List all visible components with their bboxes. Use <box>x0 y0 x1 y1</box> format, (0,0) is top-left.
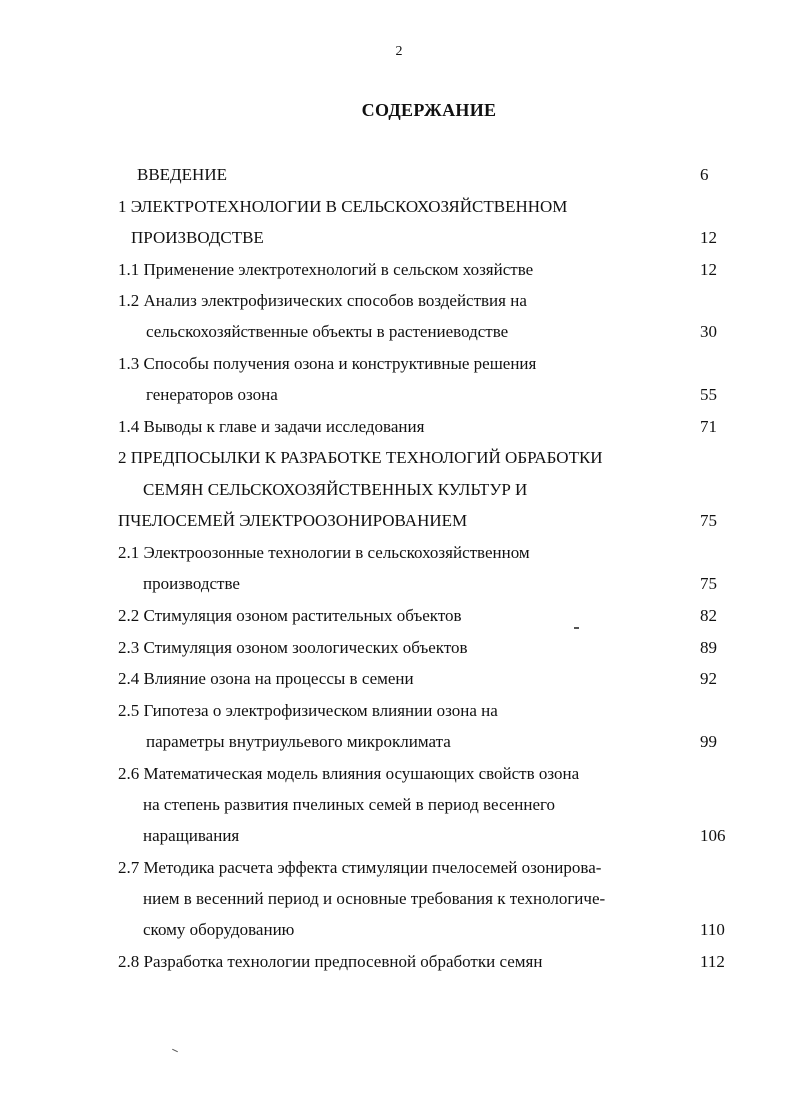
toc-entry-1-2-line2: сельскохозяйственные объекты в растениеводстве <box>146 322 509 341</box>
toc-entry-2-7-line1: 2.7 Методика расчета эффекта стимуляции пчелосемей озонирова- <box>118 858 602 877</box>
toc-page-2-8: 112 <box>700 952 725 971</box>
toc-entry-2-6-line1: 2.6 Математическая модель влияния осушающих свойств озона <box>118 764 580 783</box>
toc-entry-2-4: 2.4 Влияние озона на процессы в семени <box>118 669 414 688</box>
toc-entry-intro: ВВЕДЕНИЕ <box>137 165 227 184</box>
toc-page-1-1: 12 <box>700 260 717 279</box>
toc-page-2-5: 99 <box>700 732 717 751</box>
toc-entry-2-2: 2.2 Стимуляция озоном растительных объектов <box>118 606 462 625</box>
toc-entry-ch2-line3: ПЧЕЛОСЕМЕЙ ЭЛЕКТРООЗОНИРОВАНИЕМ <box>118 511 468 530</box>
toc-page-1-2: 30 <box>700 322 717 341</box>
toc-entry-2-1-line1: 2.1 Электроозонные технологии в сельскохозяйственном <box>118 543 530 562</box>
toc-page-2-3: 89 <box>700 638 717 657</box>
toc-page-intro: 6 <box>700 165 709 184</box>
toc-entry-ch1-line1: 1 ЭЛЕКТРОТЕХНОЛОГИИ В СЕЛЬСКОХОЗЯЙСТВЕННОМ <box>118 197 568 216</box>
toc-entry-1-2-line1: 1.2 Анализ электрофизических способов воздействия на <box>118 291 527 310</box>
toc-page-2-2: 82 <box>700 606 717 625</box>
toc-entry-ch2-line2: СЕМЯН СЕЛЬСКОХОЗЯЙСТВЕННЫХ КУЛЬТУР И <box>143 480 528 499</box>
toc-entry-2-7-line3: скому оборудованию <box>143 920 295 939</box>
toc-page-2-7: 110 <box>700 920 725 939</box>
toc-entry-2-8: 2.8 Разработка технологии предпосевной обработки семян <box>118 952 543 971</box>
toc-page-ch2: 75 <box>700 511 717 530</box>
toc-entry-2-5-line2: параметры внутриульевого микроклимата <box>146 732 451 751</box>
page-number: 2 <box>395 44 403 59</box>
toc-page-2-4: 92 <box>700 669 717 688</box>
toc-entry-1-3-line2: генераторов озона <box>146 385 278 404</box>
scan-speck <box>172 1049 178 1052</box>
toc-entry-2-6-line2: на степень развития пчелиных семей в период весеннего <box>143 795 556 814</box>
toc-page-1-3: 55 <box>700 385 717 404</box>
toc-entry-1-4: 1.4 Выводы к главе и задачи исследования <box>118 417 425 436</box>
toc-entry-ch2-line1: 2 ПРЕДПОСЫЛКИ К РАЗРАБОТКЕ ТЕХНОЛОГИЙ ОБРАБОТКИ <box>118 448 603 467</box>
page-title: СОДЕРЖАНИЕ <box>361 100 497 120</box>
toc-entry-2-3: 2.3 Стимуляция озоном зоологических объектов <box>118 638 468 657</box>
scan-speck <box>574 627 579 629</box>
toc-page-2-6: 106 <box>700 826 726 845</box>
toc-entry-2-5-line1: 2.5 Гипотеза о электрофизическом влиянии озона на <box>118 701 498 720</box>
toc-page-1-4: 71 <box>700 417 717 436</box>
toc-entry-2-1-line2: производстве <box>143 574 240 593</box>
toc-entry-2-7-line2: нием в весенний период и основные требования к технологиче- <box>143 889 606 908</box>
toc-page-2-1: 75 <box>700 574 717 593</box>
toc-entry-1-3-line1: 1.3 Способы получения озона и конструктивные решения <box>118 354 537 373</box>
toc-entry-2-6-line3: наращивания <box>143 826 240 845</box>
toc-entry-1-1: 1.1 Применение электротехнологий в сельском хозяйстве <box>118 260 534 279</box>
toc-page-ch1: 12 <box>700 228 717 247</box>
toc-entry-ch1-line2: ПРОИЗВОДСТВЕ <box>131 228 264 247</box>
